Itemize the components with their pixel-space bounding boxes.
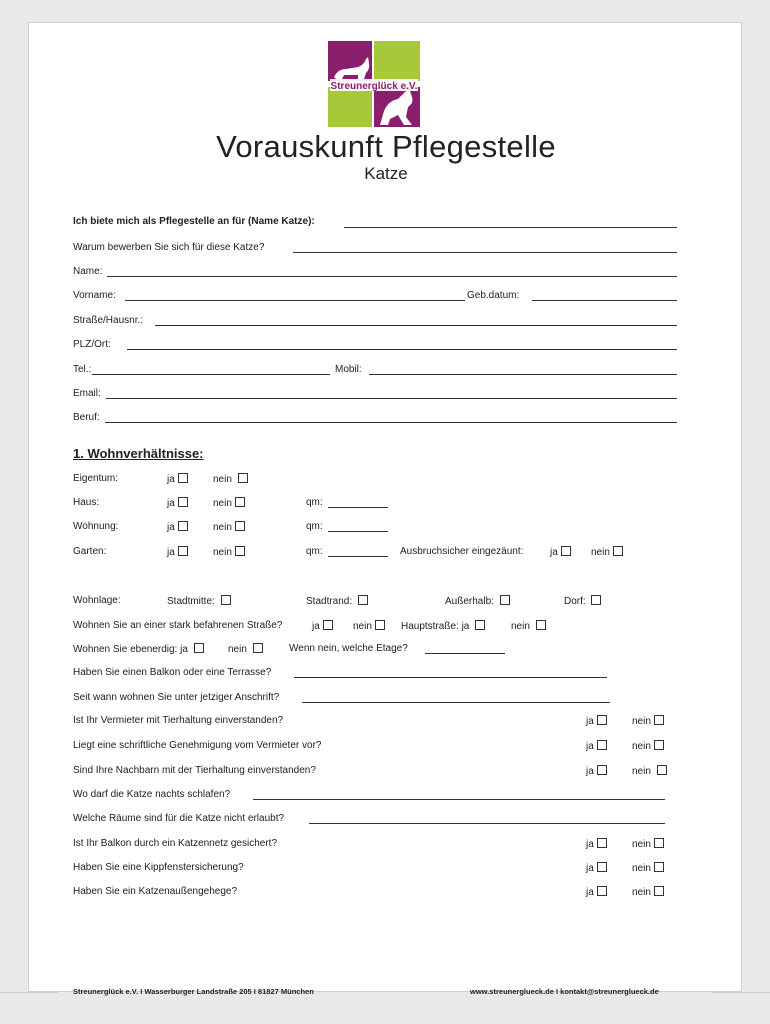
input-line-email[interactable] xyxy=(106,398,677,399)
input-line-schlafen[interactable] xyxy=(253,799,665,800)
checkbox-katzennetz-nein[interactable] xyxy=(654,838,664,848)
checkbox-nachbarn-nein[interactable] xyxy=(657,765,667,775)
option-haus-ja[interactable]: ja xyxy=(167,497,188,510)
option-hauptstrasse-ja[interactable]: Hauptstraße: ja xyxy=(401,620,485,633)
input-line-beruf[interactable] xyxy=(105,422,677,423)
checkbox-vermieter-ja[interactable] xyxy=(597,715,607,725)
label-nachbarn: Sind Ihre Nachbarn mit der Tierhaltung einverstanden? xyxy=(73,765,316,776)
label-balkon: Haben Sie einen Balkon oder eine Terrasse? xyxy=(73,667,272,678)
option-aussengehege-ja[interactable]: ja xyxy=(586,886,607,899)
checkbox-ebenerdig-ja[interactable] xyxy=(194,643,204,653)
input-line-warum[interactable] xyxy=(293,252,677,253)
label-wohnung-qm: qm: xyxy=(306,521,323,532)
option-genehmigung-ja[interactable]: ja xyxy=(586,740,607,753)
option-ausbruch-ja[interactable]: ja xyxy=(550,546,571,559)
label-garten: Garten: xyxy=(73,546,107,557)
checkbox-ausbruch-ja[interactable] xyxy=(561,546,571,556)
label-aussengehege: Haben Sie ein Katzenaußengehege? xyxy=(73,886,238,897)
label-beruf: Beruf: xyxy=(73,412,100,423)
streunergluck-logo xyxy=(328,41,420,127)
label-genehmigung: Liegt eine schriftliche Genehmigung vom Vermieter vor? xyxy=(73,740,322,751)
option-kippfenster-nein[interactable]: nein xyxy=(632,862,664,875)
option-katzennetz-nein[interactable]: nein xyxy=(632,838,664,851)
option-ebenerdig-ja[interactable]: Wohnen Sie ebenerdig: ja xyxy=(73,643,204,656)
label-ausbruchsicher: Ausbruchsicher eingezäunt: xyxy=(400,546,524,557)
input-line-vorname[interactable] xyxy=(125,300,465,301)
option-katzennetz-ja[interactable]: ja xyxy=(586,838,607,851)
option-dorf[interactable]: Dorf: xyxy=(564,595,601,608)
option-hauptstrasse-nein[interactable]: nein xyxy=(511,620,546,633)
section-heading-wohnverhaeltnisse: 1. Wohnverhältnisse: xyxy=(73,446,204,461)
option-stadtmitte[interactable]: Stadtmitte: xyxy=(167,595,231,608)
svg-text:Streunerglück e.V.: Streunerglück e.V. xyxy=(330,81,418,92)
checkbox-wohnung-ja[interactable] xyxy=(178,521,188,531)
option-haus-nein[interactable]: nein xyxy=(213,497,245,510)
input-line-raeume[interactable] xyxy=(309,823,665,824)
checkbox-stadtmitte[interactable] xyxy=(221,595,231,605)
input-line-etage[interactable] xyxy=(425,653,505,654)
label-vorname: Vorname: xyxy=(73,290,116,301)
label-raeume: Welche Räume sind für die Katze nicht erlaubt? xyxy=(73,813,285,824)
footer-address: Streunerglück e.V. I Wasserburger Landstraße 205 I 81827 München xyxy=(73,987,314,996)
label-garten-qm: qm: xyxy=(306,546,323,557)
footer-contact: www.streunerglueck.de I kontakt@streunerglueck.de xyxy=(470,987,659,996)
checkbox-nachbarn-ja[interactable] xyxy=(597,765,607,775)
option-eigentum-nein[interactable]: nein xyxy=(213,473,248,486)
checkbox-hauptstrasse-ja[interactable] xyxy=(475,620,485,630)
option-garten-ja[interactable]: ja xyxy=(167,546,188,559)
checkbox-garten-nein[interactable] xyxy=(235,546,245,556)
option-eigentum-ja[interactable]: ja xyxy=(167,473,188,486)
label-wohnung: Wohnung: xyxy=(73,521,119,532)
checkbox-dorf[interactable] xyxy=(591,595,601,605)
input-line-balkon[interactable] xyxy=(294,677,607,678)
input-line-mobil[interactable] xyxy=(369,374,677,375)
checkbox-genehmigung-ja[interactable] xyxy=(597,740,607,750)
checkbox-kippfenster-ja[interactable] xyxy=(597,862,607,872)
checkbox-ausserhalb[interactable] xyxy=(500,595,510,605)
label-haus: Haus: xyxy=(73,497,100,508)
option-strasse-ja[interactable]: ja xyxy=(312,620,333,633)
label-vermieter: Ist Ihr Vermieter mit Tierhaltung einverstanden? xyxy=(73,715,284,726)
checkbox-hauptstrasse-nein[interactable] xyxy=(536,620,546,630)
input-line-plz[interactable] xyxy=(127,349,677,350)
checkbox-eigentum-nein[interactable] xyxy=(238,473,248,483)
label-name: Name: xyxy=(73,266,103,277)
checkbox-strasse-nein[interactable] xyxy=(375,620,385,630)
option-vermieter-nein[interactable]: nein xyxy=(632,715,664,728)
label-strasse: Straße/Hausnr.: xyxy=(73,315,144,326)
option-aussengehege-nein[interactable]: nein xyxy=(632,886,664,899)
input-line-strasse[interactable] xyxy=(155,325,677,326)
option-vermieter-ja[interactable]: ja xyxy=(586,715,607,728)
label-haus-qm: qm: xyxy=(306,497,323,508)
input-line-name[interactable] xyxy=(107,276,677,277)
label-email: Email: xyxy=(73,388,101,399)
option-ebenerdig-nein[interactable]: nein xyxy=(228,643,263,656)
option-strasse-nein[interactable]: nein xyxy=(353,620,385,633)
label-wohnlage: Wohnlage: xyxy=(73,595,121,606)
option-nachbarn-nein[interactable]: nein xyxy=(632,765,667,778)
option-nachbarn-ja[interactable]: ja xyxy=(586,765,607,778)
input-line-haus-qm[interactable] xyxy=(328,507,388,508)
option-ausbruch-nein[interactable]: nein xyxy=(591,546,623,559)
label-schlafen: Wo darf die Katze nachts schlafen? xyxy=(73,789,231,800)
label-seit-wann: Seit wann wohnen Sie unter jetziger Anschrift? xyxy=(73,692,280,703)
checkbox-garten-ja[interactable] xyxy=(178,546,188,556)
label-kippfenster: Haben Sie eine Kippfenstersicherung? xyxy=(73,862,244,873)
label-mobil: Mobil: xyxy=(335,364,362,375)
option-kippfenster-ja[interactable]: ja xyxy=(586,862,607,875)
option-stadtrand[interactable]: Stadtrand: xyxy=(306,595,368,608)
checkbox-kippfenster-nein[interactable] xyxy=(654,862,664,872)
checkbox-wohnung-nein[interactable] xyxy=(235,521,245,531)
label-katzennetz: Ist Ihr Balkon durch ein Katzennetz gesichert? xyxy=(73,838,278,849)
label-plz: PLZ/Ort: xyxy=(73,339,111,350)
checkbox-ausbruch-nein[interactable] xyxy=(613,546,623,556)
label-gebdatum: Geb.datum: xyxy=(467,290,520,301)
checkbox-eigentum-ja[interactable] xyxy=(178,473,188,483)
checkbox-haus-nein[interactable] xyxy=(235,497,245,507)
input-line-wohnung-qm[interactable] xyxy=(328,531,388,532)
cut-mark-left xyxy=(0,992,58,993)
checkbox-stadtrand[interactable] xyxy=(358,595,368,605)
input-line-katze[interactable] xyxy=(344,227,677,228)
input-line-seit-wann[interactable] xyxy=(302,702,610,703)
cut-mark-right xyxy=(712,992,770,993)
form-page xyxy=(28,22,742,996)
checkbox-katzennetz-ja[interactable] xyxy=(597,838,607,848)
option-wohnung-ja[interactable]: ja xyxy=(167,521,188,534)
page-title: Vorauskunft Pflegestelle xyxy=(216,129,556,164)
label-befahrene-strasse: Wohnen Sie an einer stark befahrenen Straße? xyxy=(73,620,283,631)
option-wohnung-nein[interactable]: nein xyxy=(213,521,245,534)
option-genehmigung-nein[interactable]: nein xyxy=(632,740,664,753)
input-line-tel[interactable] xyxy=(92,374,330,375)
checkbox-ebenerdig-nein[interactable] xyxy=(253,643,263,653)
input-line-gebdatum[interactable] xyxy=(532,300,677,301)
input-line-garten-qm[interactable] xyxy=(328,556,388,557)
checkbox-haus-ja[interactable] xyxy=(178,497,188,507)
checkbox-genehmigung-nein[interactable] xyxy=(654,740,664,750)
label-katze: Ich biete mich als Pflegestelle an für (Name Katze): xyxy=(73,216,315,227)
checkbox-vermieter-nein[interactable] xyxy=(654,715,664,725)
label-eigentum: Eigentum: xyxy=(73,473,119,484)
option-ausserhalb[interactable]: Außerhalb: xyxy=(445,595,510,608)
label-etage: Wenn nein, welche Etage? xyxy=(289,643,408,654)
checkbox-aussengehege-nein[interactable] xyxy=(654,886,664,896)
checkbox-aussengehege-ja[interactable] xyxy=(597,886,607,896)
label-warum: Warum bewerben Sie sich für diese Katze? xyxy=(73,242,265,253)
label-tel: Tel.: xyxy=(73,364,92,375)
option-garten-nein[interactable]: nein xyxy=(213,546,245,559)
page-subtitle: Katze xyxy=(364,164,408,183)
checkbox-strasse-ja[interactable] xyxy=(323,620,333,630)
